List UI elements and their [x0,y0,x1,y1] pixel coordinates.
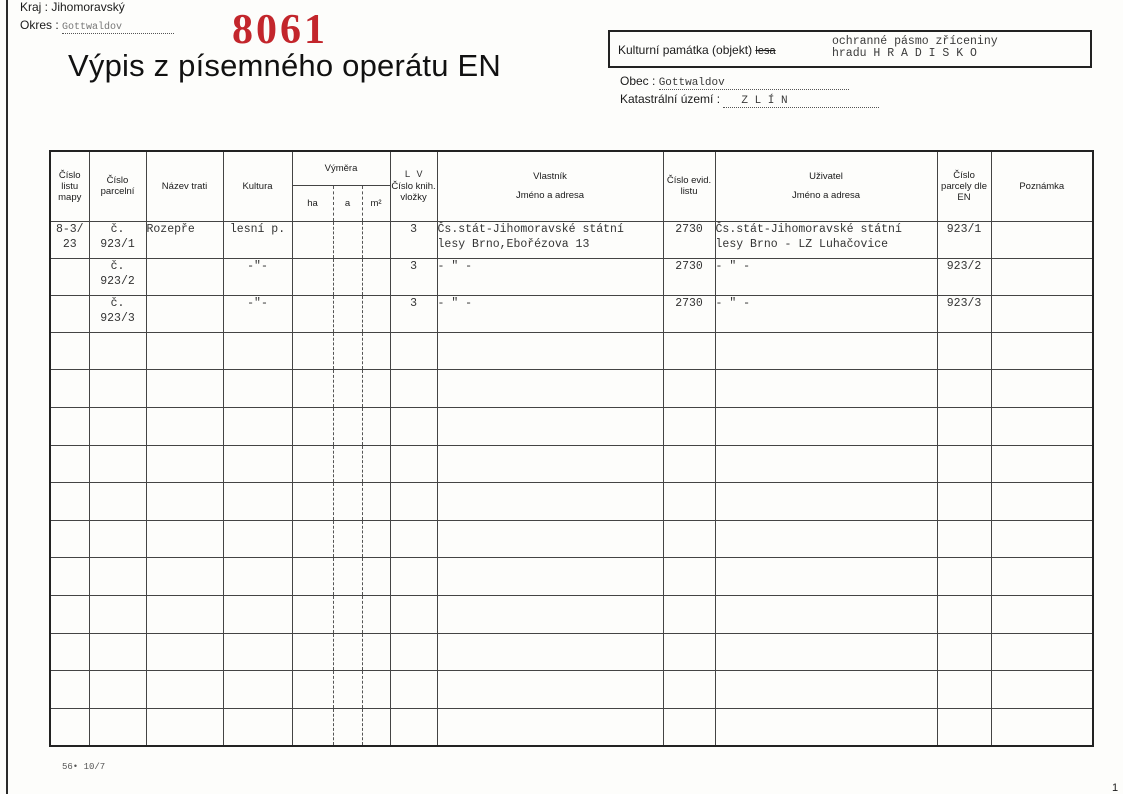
cell-vlastnik [437,445,663,483]
cell-uzivatel [715,671,937,709]
cell-uzivatel: - " - [715,258,937,295]
cell-m2 [362,671,390,709]
cell-en [937,483,991,521]
col-cislo-listu: Číslo listu mapy [50,151,89,221]
cell-m2 [362,445,390,483]
cell-poznamka [991,596,1093,634]
empty-table-row [50,445,1093,483]
col-nazev-trati: Název trati [146,151,223,221]
cell-ha [292,633,333,671]
col-vlastnik-label: Vlastník [533,171,567,183]
cell-vlozka [390,332,437,370]
cell-a [333,520,362,558]
cell-parcel [89,520,146,558]
cell-list [50,408,89,446]
cell-trat [146,295,223,332]
cell-evid [663,370,715,408]
cell-poznamka [991,221,1093,258]
cell-vlastnik: - " - [437,258,663,295]
empty-table-row [50,708,1093,746]
empty-table-row [50,408,1093,446]
cell-a [333,671,362,709]
cell-list [50,633,89,671]
cell-poznamka [991,671,1093,709]
cell-m2 [362,258,390,295]
cell-list [50,370,89,408]
cell-list [50,445,89,483]
cell-vlastnik [437,332,663,370]
cell-poznamka [991,558,1093,596]
cell-a [333,370,362,408]
cell-kultura: -"- [223,258,292,295]
cell-en [937,558,991,596]
lv-mark: L V [404,169,423,181]
col-uzivatel-sub: Jméno a adresa [791,190,861,202]
cell-poznamka [991,445,1093,483]
cell-vlozka [390,445,437,483]
cell-m2 [362,295,390,332]
cell-parcel [89,671,146,709]
cell-uzivatel [715,596,937,634]
cell-parcel [89,408,146,446]
cell-vlozka [390,370,437,408]
cell-poznamka [991,332,1093,370]
cell-poznamka [991,370,1093,408]
okres-value: Gottwaldov [62,22,174,34]
monument-value-line2: hradu H R A D I S K O [832,47,977,60]
cell-vlastnik: Čs.stát-Jihomoravské státní lesy Brno,Ebořézova 13 [437,221,663,258]
cell-en: 923/2 [937,258,991,295]
cell-vlozka: 3 [390,221,437,258]
cell-m2 [362,483,390,521]
empty-table-row [50,558,1093,596]
cell-parcel: č. 923/3 [89,295,146,332]
cell-a [333,408,362,446]
cell-ha [292,332,333,370]
cell-evid [663,520,715,558]
cell-a [333,708,362,746]
cell-kultura [223,520,292,558]
obec-value: Gottwaldov [659,77,849,90]
cell-en [937,596,991,634]
cell-ha [292,520,333,558]
okres-row [20,18,174,34]
cell-kultura [223,558,292,596]
monument-value [832,36,998,60]
cell-evid [663,671,715,709]
cell-uzivatel [715,370,937,408]
cell-evid [663,558,715,596]
cell-kultura: -"- [223,295,292,332]
table-row [50,221,1093,258]
cell-list [50,671,89,709]
cell-trat [146,596,223,634]
cell-kultura [223,408,292,446]
cell-m2 [362,221,390,258]
cell-ha [292,258,333,295]
cell-poznamka [991,258,1093,295]
cell-m2 [362,370,390,408]
cell-a [333,445,362,483]
cell-en [937,370,991,408]
cell-list [50,596,89,634]
katastr-row [620,92,879,108]
cell-vlastnik [437,633,663,671]
cell-vlozka [390,671,437,709]
cell-list [50,295,89,332]
cell-kultura: lesní p. [223,221,292,258]
cell-list [50,258,89,295]
cell-vlastnik [437,520,663,558]
cell-a [333,332,362,370]
monument-struck-word: lesa [755,45,776,57]
col-m2: m² [362,185,390,221]
cell-trat [146,370,223,408]
cell-m2 [362,596,390,634]
katastr-value: Z L Í N [723,95,879,108]
cell-poznamka [991,708,1093,746]
cell-parcel [89,596,146,634]
cell-kultura [223,596,292,634]
cell-parcel [89,633,146,671]
cell-en [937,520,991,558]
record-table [49,150,1094,747]
cell-vlozka [390,558,437,596]
cell-m2 [362,408,390,446]
cell-kultura [223,332,292,370]
cell-trat: Rozepře [146,221,223,258]
monument-label-row [618,43,776,57]
kraj-label: Kraj : Jihomoravský [20,0,125,14]
cell-ha [292,708,333,746]
cell-list: 8-3/ 23 [50,221,89,258]
cell-a [333,483,362,521]
cell-list [50,483,89,521]
cell-vlastnik [437,708,663,746]
cell-uzivatel [715,558,937,596]
okres-label: Okres : [20,18,59,32]
header-row-1 [50,151,1093,185]
cell-ha [292,596,333,634]
cell-trat [146,558,223,596]
cell-trat [146,258,223,295]
page-mark: 1 [1112,782,1119,794]
cell-parcel [89,445,146,483]
empty-table-row [50,370,1093,408]
cell-ha [292,671,333,709]
cell-vlastnik [437,596,663,634]
col-cislo-evid: Číslo evid. listu [663,151,715,221]
col-cislo-knih [390,151,437,221]
cell-m2 [362,520,390,558]
cell-uzivatel: - " - [715,295,937,332]
cell-evid: 2730 [663,295,715,332]
cell-trat [146,671,223,709]
cell-vlozka [390,708,437,746]
cell-vlastnik: - " - [437,295,663,332]
cell-a [333,295,362,332]
cell-ha [292,408,333,446]
cell-vlastnik [437,558,663,596]
cell-parcel [89,370,146,408]
cell-kultura [223,708,292,746]
cell-a [333,221,362,258]
empty-table-row [50,520,1093,558]
cell-vlozka [390,633,437,671]
obec-row [620,74,849,90]
cell-a [333,558,362,596]
col-cislo-parcely-en: Číslo parcely dle EN [937,151,991,221]
cell-poznamka [991,483,1093,521]
cell-uzivatel: Čs.stát-Jihomoravské státní lesy Brno - LZ Luhačovice [715,221,937,258]
cell-vlozka [390,520,437,558]
cell-trat [146,633,223,671]
cell-parcel [89,332,146,370]
cell-en: 923/1 [937,221,991,258]
cell-m2 [362,633,390,671]
cell-kultura [223,445,292,483]
col-kultura: Kultura [223,151,292,221]
cell-kultura [223,633,292,671]
cell-parcel [89,708,146,746]
cell-list [50,708,89,746]
cell-evid [663,483,715,521]
cell-uzivatel [715,633,937,671]
cell-parcel [89,483,146,521]
cell-evid [663,332,715,370]
cell-trat [146,445,223,483]
cell-en [937,671,991,709]
cell-trat [146,408,223,446]
cell-evid: 2730 [663,221,715,258]
cell-m2 [362,708,390,746]
cell-kultura [223,370,292,408]
cell-a [333,596,362,634]
cell-vlozka: 3 [390,295,437,332]
cell-poznamka [991,408,1093,446]
cell-poznamka [991,520,1093,558]
page-title: Výpis z písemného operátu EN [68,48,501,83]
cell-evid [663,596,715,634]
col-vlastnik [437,151,663,221]
cell-uzivatel [715,332,937,370]
cell-evid [663,708,715,746]
empty-table-row [50,671,1093,709]
cell-poznamka [991,295,1093,332]
cell-kultura [223,671,292,709]
cell-evid [663,445,715,483]
col-uzivatel-label: Uživatel [809,171,843,183]
page-edge [6,0,8,794]
cell-vlastnik [437,483,663,521]
cell-ha [292,295,333,332]
cell-uzivatel [715,445,937,483]
cell-ha [292,445,333,483]
cell-vlozka [390,483,437,521]
cell-trat [146,332,223,370]
cell-vlozka: 3 [390,258,437,295]
cell-m2 [362,558,390,596]
cell-vlastnik [437,671,663,709]
cell-parcel [89,558,146,596]
cell-evid [663,408,715,446]
cell-m2 [362,332,390,370]
cell-trat [146,483,223,521]
cell-en [937,708,991,746]
monument-label: Kulturní památka (objekt) [618,43,753,57]
cell-parcel: č. 923/1 [89,221,146,258]
cell-evid [663,633,715,671]
cell-uzivatel [715,408,937,446]
katastr-label: Katastrální území : [620,92,721,106]
empty-table-row [50,596,1093,634]
cell-a [333,633,362,671]
cell-ha [292,221,333,258]
cell-en [937,332,991,370]
empty-table-row [50,633,1093,671]
cell-vlastnik [437,370,663,408]
table-row [50,258,1093,295]
col-vymera: Výměra [292,151,390,185]
cell-evid: 2730 [663,258,715,295]
cell-list [50,520,89,558]
cell-parcel: č. 923/2 [89,258,146,295]
cell-kultura [223,483,292,521]
col-ha: ha [292,185,333,221]
cell-uzivatel [715,520,937,558]
cell-en [937,445,991,483]
empty-table-row [50,332,1093,370]
stamp-number: 8061 [232,7,328,53]
col-uzivatel [715,151,937,221]
col-cislo-knih-label: Číslo knih. vložky [391,180,436,203]
table-row [50,295,1093,332]
col-cislo-parcelni: Číslo parcelní [89,151,146,221]
empty-table-row [50,483,1093,521]
cell-ha [292,370,333,408]
cell-vlastnik [437,408,663,446]
cell-ha [292,483,333,521]
monument-value-line1: ochranné pásmo zříceniny [832,35,998,48]
cell-trat [146,520,223,558]
cell-list [50,558,89,596]
cell-a [333,258,362,295]
cell-en [937,408,991,446]
cell-vlozka [390,408,437,446]
col-vlastnik-sub: Jméno a adresa [515,190,585,202]
cell-ha [292,558,333,596]
cell-en: 923/3 [937,295,991,332]
col-a: a [333,185,362,221]
cell-list [50,332,89,370]
cell-uzivatel [715,708,937,746]
col-poznamka: Poznámka [991,151,1093,221]
cell-vlozka [390,596,437,634]
cell-uzivatel [715,483,937,521]
obec-label: Obec : [620,74,656,88]
form-code: 56• 10/7 [62,762,106,772]
cell-en [937,633,991,671]
cell-trat [146,708,223,746]
cell-poznamka [991,633,1093,671]
